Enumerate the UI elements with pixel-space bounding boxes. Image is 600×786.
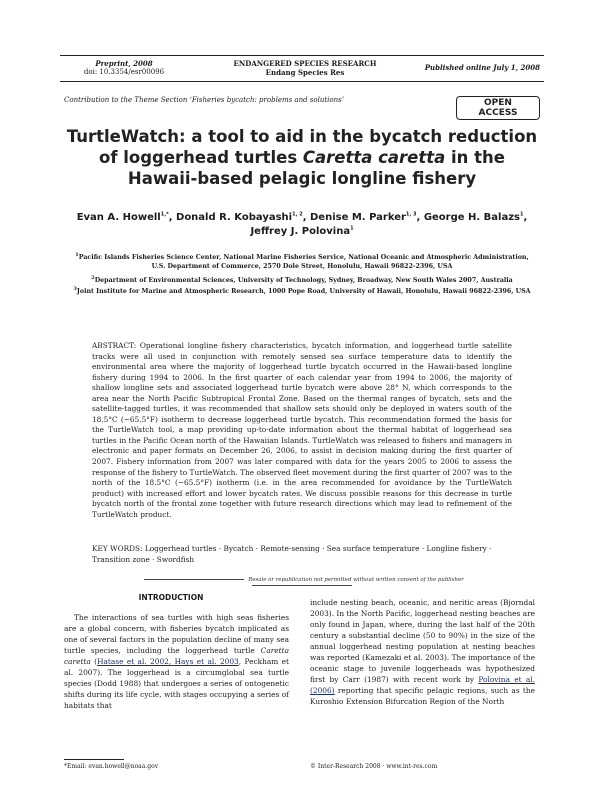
citation-link-polovina[interactable]: Polovina et al. (2006) xyxy=(310,675,535,696)
aff2-text: Department of Environmental Sciences, University of Technology, Sydney, Broadway, New South Wales 2007, Australia xyxy=(94,277,513,284)
title-species: Caretta caretta xyxy=(302,148,446,167)
resale-text: Resale or republication not permitted without written consent of the publisher xyxy=(248,577,464,583)
intro-text-2: ( xyxy=(90,657,98,667)
header-top-rule xyxy=(60,55,544,56)
resale-notice xyxy=(92,577,512,589)
body-column-left xyxy=(64,612,289,711)
author-4-sup: 1 xyxy=(520,211,524,218)
publication-date: Published online July 1, 2008 xyxy=(424,63,540,72)
intro-text-4: include nesting beach, oceanic, and neritic areas (Bjorndal 2003). In the North Pacific, loggerhead nesting beaches are only found in Japan, where, during the last half of the 20th century a substantial decline (50 to 90%) in the size of the annual loggerhead nesting population at nesting beaches was reported (Kamezaki et al. 2003). The importance of the oceanic stage to juvenile loggerheads was hypothesized first by Carr (1987) with recent work by xyxy=(310,598,535,685)
aff1-line1: Pacific Islands Fisheries Science Center, National Marine Fisheries Service, National Oceanic and Atmospheric Administration, xyxy=(78,254,529,261)
aff1-line2: U.S. Department of Commerce, 2570 Dole Street, Honolulu, Hawaii 96822-2396, USA xyxy=(151,263,453,270)
aff1-number: 1 xyxy=(75,251,79,258)
affiliation-2 xyxy=(60,276,544,285)
title-line3: Hawaii-based pelagic longline fishery xyxy=(127,169,477,188)
citation-link-hatase-hays[interactable]: Hatase et al. 2002, Hays et al. 2003 xyxy=(97,657,239,667)
author-5-sup: 1 xyxy=(350,225,354,232)
open-access-badge[interactable] xyxy=(456,96,540,120)
journal-abbreviation: Endang Species Res xyxy=(265,68,345,77)
keywords: KEY WORDS: Loggerhead turtles · Bycatch · Remote-sensing · Sea surface temperature · Longline fishery · Transition zone · Swordfish xyxy=(92,544,492,564)
body-column-right xyxy=(310,597,535,707)
intro-text-5: reporting that specific pelagic regions, such as the Kuroshio Extension Bifurcation Region of the North xyxy=(310,686,535,707)
section-heading-introduction: INTRODUCTION xyxy=(138,593,204,602)
author-3: Denise M. Parker xyxy=(310,212,406,223)
open-access-line1: OPEN xyxy=(484,98,512,108)
preprint-label: Preprint, 2008 xyxy=(95,59,153,68)
copyright: © Inter-Research 2008 · www.int-res.com xyxy=(310,763,438,770)
author-4: George H. Balazs xyxy=(423,212,520,223)
article-title xyxy=(60,126,544,189)
affiliation-3 xyxy=(60,287,544,296)
footnote-rule xyxy=(64,759,124,760)
title-line1: TurtleWatch: a tool to aid in the bycatch reduction xyxy=(66,127,538,146)
species-name: Caretta caretta xyxy=(64,646,289,667)
journal-title: ENDANGERED SPECIES RESEARCH xyxy=(233,59,377,68)
author-1: Evan A. Howell xyxy=(76,212,161,223)
journal-issue-info xyxy=(64,59,184,77)
intro-paragraph-1-cont xyxy=(310,597,535,707)
affiliation-1 xyxy=(60,253,544,271)
aff2-number: 2 xyxy=(91,274,95,281)
intro-text-3: , Peckham et al. 2007). The loggerhead is a circumglobal sea turtle species (Dodd 1988) that undergoes a series of ontogenetic shifts during its life cycle, with stages occupying a series of habitats that xyxy=(64,657,290,711)
abstract: ABSTRACT: Operational longline fishery characteristics, bycatch information, and loggerhead turtle satellite tracks were all used in conjunction with remotely sensed sea surface temperature data to identify the environmental area where the majority of loggerhead turtle bycatch occurred in the Hawaii-based longline fishery during 1994 to 2006. In the first quarter of each calendar year from 1994 to 2006, the majority of shallow longline sets and associated loggerhead turtle bycatch were above 28° N, which corresponds to the area near the North Pacific Subtropical Frontal Zone. Based on the thermal ranges of bycatch, sets and the satellite-tagged turtles, it was recommended that shallow sets should only be deployed in waters south of the 18.5°C (~65.5°F) isotherm to decrease loggerhead turtle bycatch. This recommendation formed the basis for the TurtleWatch tool, a map providing up-to-date information about the thermal habitat of loggerhead sea turtles in the Pacific Ocean north of the Hawaiian Islands. TurtleWatch was released to fishers and managers in electronic and paper formats on December 26, 2006, to assist in decision making during the first quarter of 2007. Fishery information from 2007 was later compared with data for the years 2005 to 2006 to assess the response of the fishery to TurtleWatch. The observed fleet movement during the first quarter of 2007 was to the north of the 18.5°C (~65.5°F) isotherm (i.e. in the area recommended for avoidance by the TurtleWatch product) with increased effort and lower bycatch rates. We discuss possible reasons for this decrease in turtle bycatch north of the frontal zone together with future research directions which may lead to refinement of the TurtleWatch product. xyxy=(92,341,512,519)
author-2: Donald R. Kobayashi xyxy=(176,212,293,223)
author-2-sup: 1, 2 xyxy=(292,211,303,218)
intro-paragraph-1 xyxy=(64,612,289,711)
title-line2b: in the xyxy=(445,148,505,167)
author-3-sup: 1, 3 xyxy=(405,211,417,218)
journal-name xyxy=(220,59,390,77)
author-list: Evan A. Howell$^{1,*}$, Donald R. Kobayashi$^{1, 2}$, Denise M. Parker$^{1, 3}$, George H. Balazs$^1$, Jeffrey J. Polovina$^1$ xyxy=(76,211,528,237)
doi-link[interactable]: doi: 10.3354/esr00096 xyxy=(83,68,165,76)
corresponding-email[interactable]: *Email: evan.howell@noaa.gov xyxy=(64,763,159,770)
theme-section-note: Contribution to the Theme Section ‘Fisheries bycatch: problems and solutions’ xyxy=(64,96,344,104)
header-bottom-rule xyxy=(60,81,544,82)
open-access-line2: ACCESS xyxy=(478,108,518,118)
author-1-sup: 1,* xyxy=(160,211,169,218)
aff3-number: 3 xyxy=(73,285,77,292)
author-5: Jeffrey J. Polovina xyxy=(250,226,351,237)
intro-text-1: The interactions of sea turtles with high seas fisheries are a global concern, with fisheries bycatch implicated as one of several factors in the population decline of many sea turtle species, including the loggerhead turtle xyxy=(64,613,289,656)
title-line2a: of loggerhead turtles xyxy=(98,148,303,167)
aff3-text: Joint Institute for Marine and Atmospheric Research, 1000 Pope Road, University of Hawaii, Honolulu, Hawaii 96822-2396, USA xyxy=(76,288,531,295)
